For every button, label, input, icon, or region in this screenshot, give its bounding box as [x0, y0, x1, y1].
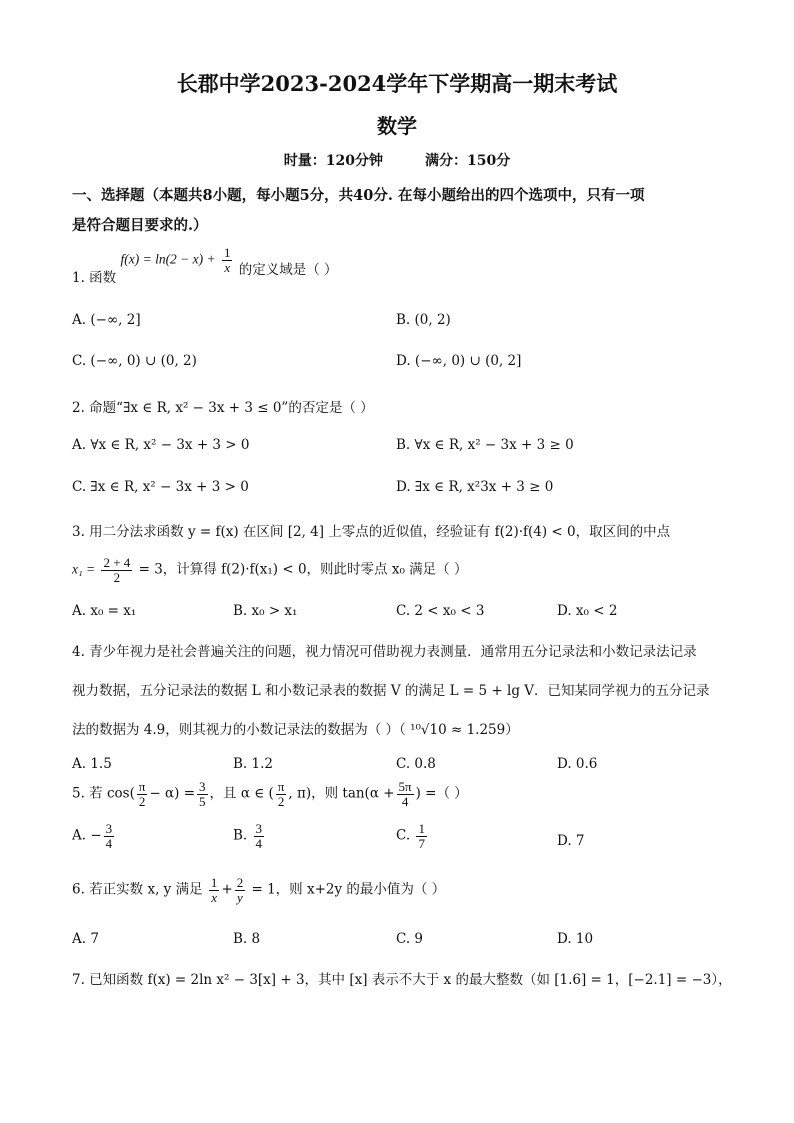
q6-part-a: 6. 若正实数 x, y 满足 [72, 881, 203, 898]
q4-option-d: D. 0.6 [557, 756, 598, 772]
q5-opt-c-frac [416, 822, 427, 850]
q2-option-d: D. ∃x ∈ R, x²3x + 3 ≥ 0 [396, 479, 554, 495]
exam-score: 满分：150分 [425, 153, 511, 169]
q5-part-c: ，且 α ∈ ( [209, 785, 274, 802]
question-2-stem: 2. 命题“∃x ∈ R, x² − 3x + 3 ≤ 0”的否定是（ ） [72, 400, 374, 416]
q5-opt-a-den: 4 [105, 835, 113, 851]
q5-four: 4 [401, 793, 409, 809]
q5-pi: π [138, 779, 146, 794]
question-7-stem: 7. 已知函数 f(x) = 2ln x² − 3[x] + 3，其中 [x] 表示不大于 x 的最大整数（如 [1.6] = 1，[−2.1] = −3）， [72, 972, 732, 988]
q5-part-b: − α) = [149, 785, 196, 802]
q5-opt-a-label: A. − [72, 827, 102, 844]
q5-frac-pi-2 [137, 780, 148, 808]
question-3-line2 [72, 556, 467, 584]
q4-option-c: C. 0.8 [396, 756, 436, 772]
q5-opt-b-frac [254, 822, 265, 850]
exam-meta [0, 150, 794, 170]
q1-function: f(x) = ln(2 − x) + [120, 251, 216, 267]
q5-part-d: , π)，则 tan(α + [288, 785, 395, 802]
q5-five: 5 [199, 793, 206, 809]
q5-part-a: 5. 若 cos( [72, 785, 135, 802]
q6-frac-1-x [209, 876, 220, 904]
q3-x1: x₁ = [72, 561, 96, 577]
q5-opt-a-num: 3 [105, 821, 113, 836]
section-heading-line1: 一、选择题（本题共8小题，每小题5分，共40分. 在每小题给出的四个选项中，只有一项 [72, 187, 645, 204]
subject-heading: 数学 [377, 114, 417, 138]
q4-option-b: B. 1.2 [233, 756, 273, 772]
q5-part-e: ) =（ ） [415, 785, 468, 802]
q6-plus: + [221, 881, 233, 898]
q6-d2: y [237, 889, 243, 905]
question-3-line1: 3. 用二分法求函数 y = f(x) 在区间 [2, 4] 上零点的近似值，经验证有 f(2)·f(4) < 0，取区间的中点 [72, 524, 671, 540]
q1-fraction [222, 246, 233, 274]
q1-frac-den: x [224, 259, 231, 275]
q1-suffix: 的定义域是（ ） [238, 261, 338, 278]
q6-frac-2-y [235, 876, 246, 904]
q6-d1: x [211, 889, 218, 905]
q1-frac-num: 1 [223, 245, 231, 260]
q2-option-b: B. ∀x ∈ R, x² − 3x + 3 ≥ 0 [396, 437, 574, 453]
q5-opt-c-num: 1 [418, 821, 425, 836]
exam-title: 长郡中学2023-2024学年下学期高一期末考试 [176, 71, 618, 96]
q6-option-b: B. 8 [233, 931, 261, 947]
q1-option-d: D. (−∞, 0) ∪ (0, 2] [396, 353, 522, 369]
q6-option-d: D. 10 [557, 931, 594, 947]
q5-three: 3 [199, 779, 206, 794]
q5-option-c [396, 822, 429, 850]
q5-opt-b-label: B. [233, 827, 248, 844]
q5-option-a [72, 822, 116, 850]
q5-option-b [233, 822, 266, 850]
q2-option-a: A. ∀x ∈ R, x² − 3x + 3 > 0 [72, 437, 250, 453]
q1-option-a: A. (−∞, 2] [72, 312, 141, 328]
q5-option-d: D. 7 [557, 833, 585, 849]
q5-opt-c-den: 7 [418, 835, 425, 851]
section-heading-line2: 是符合题目要求的.） [72, 217, 208, 234]
q3-option-a: A. x₀ = x₁ [72, 603, 137, 619]
q5-opt-b-den: 4 [255, 835, 263, 851]
q6-part-b: = 1，则 x+2y 的最小值为（ ） [251, 881, 446, 898]
question-5-stem [72, 780, 468, 808]
q5-5pi: 5π [398, 779, 412, 794]
q5-frac-pi-2b [276, 780, 287, 808]
q5-pi-b: π [277, 779, 285, 794]
q3-frac-den: 2 [113, 569, 121, 585]
q3-option-c: C. 2 < x₀ < 3 [396, 603, 485, 619]
q6-option-c: C. 9 [396, 931, 424, 947]
q5-two-b: 2 [277, 793, 285, 809]
q3-fraction [101, 556, 132, 584]
q5-frac-3-5 [197, 780, 208, 808]
q1-prefix: 1. 函数 [72, 269, 117, 286]
q3-line2-rest: = 3，计算得 f(2)·f(x₁) < 0，则此时零点 x₀ 满足（ ） [138, 561, 468, 578]
q6-n2: 2 [236, 875, 244, 890]
q1-option-c: C. (−∞, 0) ∪ (0, 2) [72, 353, 197, 369]
q5-opt-b-num: 3 [255, 821, 263, 836]
question-4-line2: 视力数据，五分记录法的数据 L 和小数记录表的数据 V 的满足 L = 5 + lg V．已知某同学视力的五分记录 [72, 683, 710, 699]
q3-option-b: B. x₀ > x₁ [233, 603, 298, 619]
q1-option-b: B. (0, 2) [396, 312, 451, 328]
exam-time: 时量：120分钟 [283, 153, 383, 169]
q5-two: 2 [138, 793, 146, 809]
question-4-line3: 法的数据为 4.9，则其视力的小数记录法的数据为（ ）（ ¹⁰√10 ≈ 1.259） [72, 722, 519, 738]
q4-option-a: A. 1.5 [72, 756, 112, 772]
question-4-line1: 4. 青少年视力是社会普遍关注的问题，视力情况可借助视力表测量．通常用五分记录法和小数记录法记录 [72, 644, 697, 660]
q6-n1: 1 [210, 875, 218, 890]
q5-opt-c-label: C. [396, 827, 411, 844]
q5-frac-5pi-4 [397, 780, 414, 808]
question-6-stem [72, 876, 445, 904]
q3-option-d: D. x₀ < 2 [557, 603, 618, 619]
q2-option-c: C. ∃x ∈ R, x² − 3x + 3 > 0 [72, 479, 249, 495]
q5-opt-a-frac [104, 822, 115, 850]
question-1-stem [72, 245, 338, 286]
q3-frac-num: 2 + 4 [103, 555, 131, 570]
q6-option-a: A. 7 [72, 931, 99, 947]
